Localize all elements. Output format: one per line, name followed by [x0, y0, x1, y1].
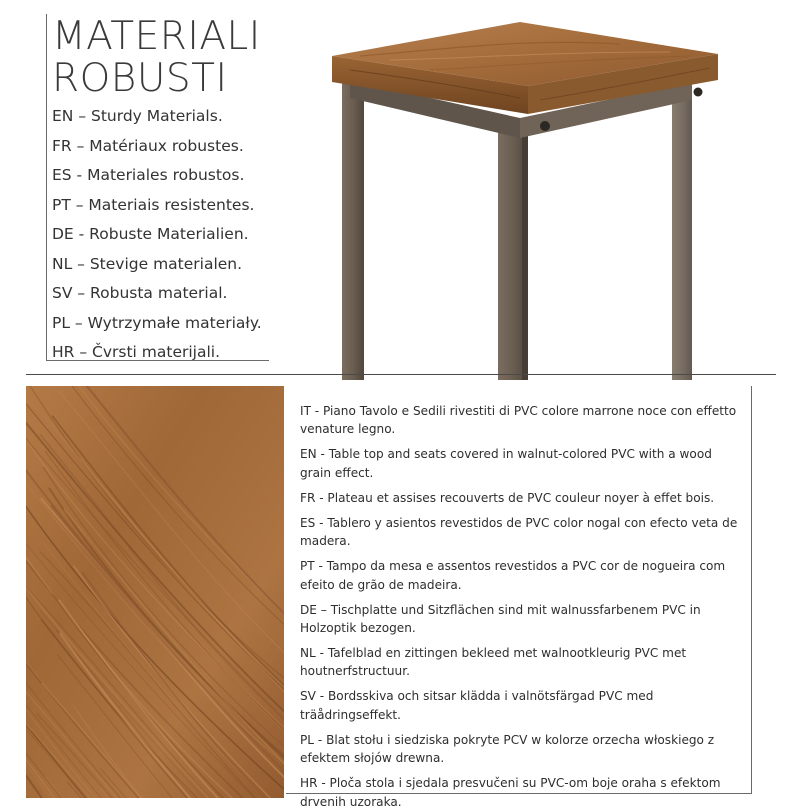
description-de: DE – Tischplatte und Sitzflächen sind mit walnussfarbenem PVC in Holzoptik bezogen.: [300, 602, 701, 636]
section-divider: [26, 374, 776, 375]
description-box: [286, 386, 752, 809]
bolt-left: [540, 121, 550, 131]
language-item-fr: FR – Matériaux robustes.: [52, 136, 244, 155]
heading-line-1: MATERIALI: [52, 14, 261, 59]
description-es: ES - Tablero y asientos revestidos de PVC color nogal con efecto veta de madera.: [300, 515, 738, 549]
language-item-nl: NL – Stevige materialen.: [52, 254, 243, 273]
heading-line-2: ROBUSTI: [52, 56, 228, 101]
left-leg: [342, 78, 364, 380]
language-item-sv: SV – Robusta material.: [52, 284, 228, 302]
description-pt: PT - Tampo da mesa e assentos revestidos a PVC cor de nogueira com efeito de grão de madeira.: [300, 559, 726, 592]
language-item-de: DE - Robuste Materialien.: [52, 225, 249, 243]
description-sv: SV - Bordsskiva och sitsar klädda i valnötsfärgad PVC med träådringseffekt.: [300, 689, 654, 722]
back-leg: [672, 92, 692, 380]
description-en: EN - Table top and seats covered in walnut-colored PVC with a wood grain effect.: [300, 447, 712, 480]
language-item-es: ES - Materiales robustos.: [52, 166, 245, 184]
language-list: [52, 102, 262, 368]
bolt-right: [694, 88, 703, 97]
description-it: IT - Piano Tavolo e Sedili rivestiti di PVC colore marrone noce con effetto venature legno.: [300, 404, 737, 437]
description-pl: PL - Blat stołu i siedziska pokryte PCV w kolorze orzecha włoskiego z efektem słojów drewna.: [300, 732, 715, 766]
description-hr: HR - Ploča stola i sjedala presvučeni su PVC-om boje oraha s efektom drvenih uzoraka.: [300, 776, 721, 809]
description-fr: FR - Plateau et assises recouverts de PVC couleur noyer à effet bois.: [300, 490, 715, 505]
language-item-hr: HR – Čvrsti materijali.: [52, 343, 221, 361]
stool-image: [320, 0, 740, 380]
description-nl: NL - Tafelblad en zittingen bekleed met walnootkleurig PVC met houtnerfstructuur.: [300, 646, 687, 679]
language-item-en: EN – Sturdy Materials.: [52, 107, 223, 125]
language-item-pt: PT – Materiais resistentes.: [52, 195, 255, 214]
wood-texture-swatch: [26, 386, 284, 798]
language-item-pl: PL – Wytrzymałe materiały.: [52, 313, 262, 332]
